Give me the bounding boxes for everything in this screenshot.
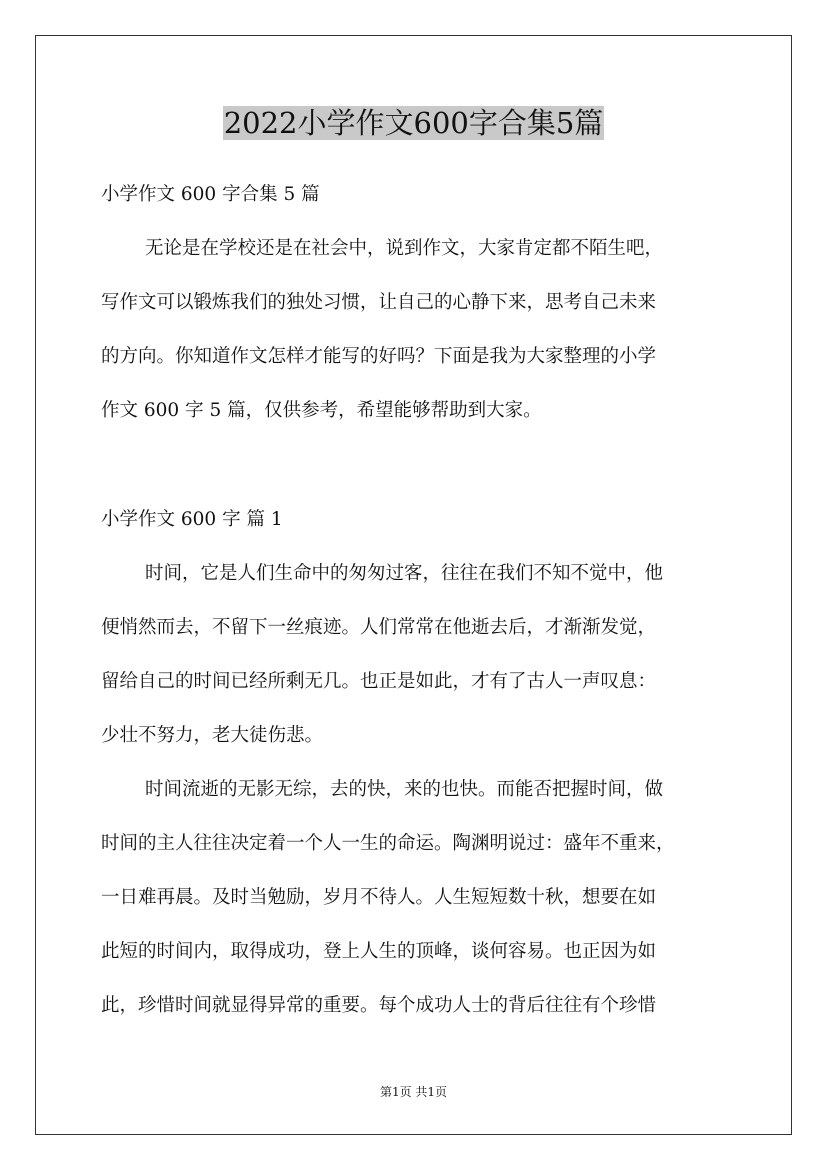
paragraph-line: 此，珍惜时间就显得异常的重要。每个成功人士的背后往往有个珍惜 [101, 995, 657, 1016]
intro-line: 写作文可以锻炼我们的独处习惯，让自己的心静下来，思考自己未来 [101, 292, 657, 313]
paragraph-line: 少壮不努力，老大徒伤悲。 [101, 725, 324, 746]
document-subtitle: 小学作文 600 字合集 5 篇 [101, 184, 320, 205]
intro-line: 的方向。你知道作文怎样才能写的好吗？下面是我为大家整理的小学 [101, 346, 657, 367]
paragraph-line: 此短的时间内，取得成功，登上人生的顶峰，谈何容易。也正因为如 [101, 941, 657, 962]
intro-line: 无论是在学校还是在社会中，说到作文，大家肯定都不陌生吧， [145, 238, 664, 259]
document-title [0, 103, 827, 143]
paragraph-line: 便悄然而去，不留下一丝痕迹。人们常常在他逝去后，才渐渐发觉， [101, 617, 657, 638]
paragraph-line: 一日难再晨。及时当勉励，岁月不待人。人生短短数十秋，想要在如 [101, 887, 657, 908]
paragraph-line: 时间流逝的无影无综，去的快，来的也快。而能否把握时间，做 [145, 779, 664, 800]
intro-line: 作文 600 字 5 篇，仅供参考，希望能够帮助到大家。 [101, 400, 542, 421]
paragraph-line: 留给自己的时间已经所剩无几。也正是如此，才有了古人一声叹息： [101, 671, 657, 692]
paragraph-line: 时间，它是人们生命中的匆匆过客，往往在我们不知不觉中，他 [145, 563, 664, 584]
paragraph-line: 时间的主人往往决定着一个人一生的命运。陶渊明说过：盛年不重来， [101, 833, 675, 854]
section-heading: 小学作文 600 字 篇 1 [101, 509, 283, 530]
page-number-footer: 第1页 共1页 [379, 1085, 448, 1099]
document-title-text: 2022小学作文600字合集5篇 [223, 106, 604, 140]
